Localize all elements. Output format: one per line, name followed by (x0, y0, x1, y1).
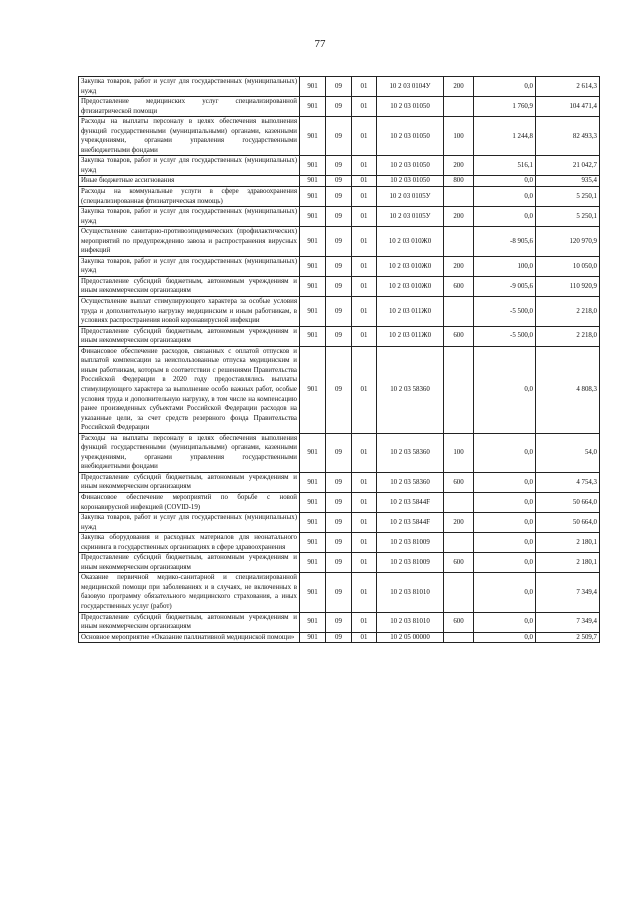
row-expense-type: 100 (444, 433, 474, 472)
row-section-code: 09 (326, 492, 352, 512)
row-subsection-code: 01 (352, 227, 377, 257)
row-section-code: 09 (326, 326, 352, 346)
row-subsection-code: 01 (352, 276, 377, 296)
row-description: Предоставление субсидий бюджетным, автономным учреждениям и иным некоммерческим организациям (79, 472, 300, 492)
row-change-amount: 0,0 (474, 77, 536, 97)
row-description: Закупка товаров, работ и услуг для государственных (муниципальных) нужд (79, 207, 300, 227)
row-target-article: 10 2 03 010Ж0 (377, 276, 444, 296)
row-description: Расходы на коммунальные услуги в сфере здравоохранения (специализированная фтизиатрическая помощь) (79, 187, 300, 207)
row-total-amount: 110 920,9 (536, 276, 600, 296)
row-section-code: 09 (326, 187, 352, 207)
row-subsection-code: 01 (352, 77, 377, 97)
row-expense-type: 800 (444, 176, 474, 187)
row-expense-type (444, 97, 474, 117)
row-expense-type: 200 (444, 77, 474, 97)
row-expense-type: 600 (444, 472, 474, 492)
row-change-amount: 0,0 (474, 492, 536, 512)
row-expense-type: 600 (444, 326, 474, 346)
row-change-amount: 0,0 (474, 187, 536, 207)
row-total-amount: 10 050,0 (536, 256, 600, 276)
row-change-amount: 100,0 (474, 256, 536, 276)
row-subsection-code: 01 (352, 632, 377, 643)
row-ministry-code: 901 (300, 553, 326, 573)
row-description: Закупка оборудования и расходных материалов для неонатального скрининга в государственных организациях в сфере здравоохранения (79, 533, 300, 553)
row-subsection-code: 01 (352, 176, 377, 187)
row-expense-type (444, 492, 474, 512)
row-subsection-code: 01 (352, 297, 377, 327)
row-description: Закупка товаров, работ и услуг для государственных (муниципальных) нужд (79, 156, 300, 176)
row-ministry-code: 901 (300, 276, 326, 296)
row-expense-type (444, 533, 474, 553)
row-section-code: 09 (326, 612, 352, 632)
row-total-amount: 21 042,7 (536, 156, 600, 176)
budget-table-body (79, 77, 600, 643)
row-target-article: 10 2 03 58360 (377, 346, 444, 433)
row-total-amount: 104 471,4 (536, 97, 600, 117)
row-change-amount: 0,0 (474, 553, 536, 573)
row-target-article: 10 2 03 81009 (377, 553, 444, 573)
row-subsection-code: 01 (352, 207, 377, 227)
table-row (79, 433, 600, 472)
table-row (79, 117, 600, 156)
row-description: Расходы на выплаты персоналу в целях обеспечения выполнения функций государственными (муниципальными) органами, казенными учреждениями, органами управления государственными внебюджетными фондами (79, 433, 300, 472)
row-section-code: 09 (326, 632, 352, 643)
row-subsection-code: 01 (352, 513, 377, 533)
row-subsection-code: 01 (352, 472, 377, 492)
row-description: Основное мероприятие «Оказание паллиативной медицинской помощи» (79, 632, 300, 643)
row-expense-type: 200 (444, 256, 474, 276)
row-total-amount: 2 509,7 (536, 632, 600, 643)
table-row (79, 513, 600, 533)
row-subsection-code: 01 (352, 612, 377, 632)
row-total-amount: 935,4 (536, 176, 600, 187)
row-target-article: 10 2 03 01050 (377, 97, 444, 117)
row-description: Предоставление субсидий бюджетным, автономным учреждениям и иным некоммерческим организациям (79, 326, 300, 346)
row-target-article: 10 2 03 011Ж0 (377, 326, 444, 346)
row-ministry-code: 901 (300, 632, 326, 643)
row-target-article: 10 2 03 0104У (377, 77, 444, 97)
row-change-amount: 0,0 (474, 533, 536, 553)
row-subsection-code: 01 (352, 573, 377, 612)
row-ministry-code: 901 (300, 97, 326, 117)
row-change-amount: 0,0 (474, 612, 536, 632)
table-row (79, 97, 600, 117)
table-row (79, 533, 600, 553)
row-ministry-code: 901 (300, 256, 326, 276)
table-row (79, 156, 600, 176)
row-target-article: 10 2 03 5844F (377, 513, 444, 533)
row-total-amount: 5 250,1 (536, 207, 600, 227)
row-ministry-code: 901 (300, 77, 326, 97)
row-description: Закупка товаров, работ и услуг для государственных (муниципальных) нужд (79, 77, 300, 97)
row-change-amount: 0,0 (474, 472, 536, 492)
table-row (79, 346, 600, 433)
row-total-amount: 7 349,4 (536, 573, 600, 612)
row-description: Иные бюджетные ассигнования (79, 176, 300, 187)
row-change-amount: -8 905,6 (474, 227, 536, 257)
row-total-amount: 2 218,0 (536, 297, 600, 327)
row-change-amount: -5 500,0 (474, 326, 536, 346)
row-ministry-code: 901 (300, 433, 326, 472)
row-change-amount: 0,0 (474, 513, 536, 533)
row-target-article: 10 2 03 81009 (377, 533, 444, 553)
row-description: Предоставление субсидий бюджетным, автономным учреждениям и иным некоммерческим организациям (79, 553, 300, 573)
row-ministry-code: 901 (300, 227, 326, 257)
row-subsection-code: 01 (352, 156, 377, 176)
row-target-article: 10 2 03 01050 (377, 176, 444, 187)
row-total-amount: 50 664,0 (536, 513, 600, 533)
row-section-code: 09 (326, 533, 352, 553)
table-row (79, 256, 600, 276)
row-subsection-code: 01 (352, 97, 377, 117)
row-target-article: 10 2 03 58360 (377, 433, 444, 472)
row-description: Предоставление субсидий бюджетным, автономным учреждениям и иным некоммерческим организациям (79, 276, 300, 296)
row-target-article: 10 2 03 010Ж0 (377, 256, 444, 276)
row-total-amount: 2 180,1 (536, 553, 600, 573)
row-target-article: 10 2 03 0105У (377, 207, 444, 227)
table-row (79, 632, 600, 643)
row-target-article: 10 2 03 01050 (377, 117, 444, 156)
row-section-code: 09 (326, 297, 352, 327)
row-section-code: 09 (326, 513, 352, 533)
row-section-code: 09 (326, 276, 352, 296)
row-subsection-code: 01 (352, 187, 377, 207)
row-target-article: 10 2 05 00000 (377, 632, 444, 643)
table-row (79, 472, 600, 492)
row-ministry-code: 901 (300, 492, 326, 512)
row-subsection-code: 01 (352, 346, 377, 433)
row-target-article: 10 2 03 81010 (377, 573, 444, 612)
row-expense-type (444, 632, 474, 643)
row-target-article: 10 2 03 0105У (377, 187, 444, 207)
table-row (79, 573, 600, 612)
table-row (79, 227, 600, 257)
row-section-code: 09 (326, 176, 352, 187)
row-ministry-code: 901 (300, 187, 326, 207)
row-ministry-code: 901 (300, 156, 326, 176)
row-section-code: 09 (326, 97, 352, 117)
row-section-code: 09 (326, 256, 352, 276)
row-description: Закупка товаров, работ и услуг для государственных (муниципальных) нужд (79, 256, 300, 276)
row-description: Предоставление медицинских услуг специализированной фтизиатрической помощи (79, 97, 300, 117)
row-total-amount: 5 250,1 (536, 187, 600, 207)
row-change-amount: 516,1 (474, 156, 536, 176)
row-description: Финансовое обеспечение мероприятий по борьбе с новой коронавирусной инфекцией (COVID-19) (79, 492, 300, 512)
row-ministry-code: 901 (300, 472, 326, 492)
row-subsection-code: 01 (352, 433, 377, 472)
row-section-code: 09 (326, 227, 352, 257)
row-expense-type (444, 573, 474, 612)
row-description: Оказание первичной медико-санитарной и специализированной медицинской помощи при заболеваниях и в случаях, не включенных в базовую программу обязательного медицинского страхования, а иных государственных услуг (работ) (79, 573, 300, 612)
table-row (79, 207, 600, 227)
row-section-code: 09 (326, 433, 352, 472)
row-ministry-code: 901 (300, 612, 326, 632)
row-ministry-code: 901 (300, 297, 326, 327)
row-expense-type: 600 (444, 276, 474, 296)
table-row (79, 276, 600, 296)
table-row (79, 612, 600, 632)
row-target-article: 10 2 03 58360 (377, 472, 444, 492)
row-ministry-code: 901 (300, 117, 326, 156)
row-section-code: 09 (326, 77, 352, 97)
row-expense-type (444, 187, 474, 207)
row-total-amount: 4 754,3 (536, 472, 600, 492)
row-expense-type: 600 (444, 612, 474, 632)
row-change-amount: 1 760,9 (474, 97, 536, 117)
row-change-amount: -5 500,0 (474, 297, 536, 327)
row-section-code: 09 (326, 573, 352, 612)
row-change-amount: 0,0 (474, 433, 536, 472)
table-row (79, 77, 600, 97)
row-ministry-code: 901 (300, 513, 326, 533)
row-description: Осуществление санитарно-противоэпидемических (профилактических) мероприятий по предупреждению завоза и распространения вирусных инфекций (79, 227, 300, 257)
row-expense-type: 600 (444, 553, 474, 573)
row-target-article: 10 2 03 81010 (377, 612, 444, 632)
row-description: Осуществление выплат стимулирующего характера за особые условия труда и дополнительную нагрузку медицинским и иным работникам, в условиях распространения новой коронавирусной инфекции (79, 297, 300, 327)
table-row (79, 176, 600, 187)
row-target-article: 10 2 03 011Ж0 (377, 297, 444, 327)
row-target-article: 10 2 03 5844F (377, 492, 444, 512)
row-total-amount: 2 614,3 (536, 77, 600, 97)
page-number: 77 (314, 38, 326, 50)
row-expense-type (444, 346, 474, 433)
row-section-code: 09 (326, 472, 352, 492)
row-target-article: 10 2 03 010Ж0 (377, 227, 444, 257)
row-expense-type (444, 227, 474, 257)
row-expense-type: 200 (444, 207, 474, 227)
row-expense-type: 200 (444, 513, 474, 533)
row-section-code: 09 (326, 553, 352, 573)
row-ministry-code: 901 (300, 573, 326, 612)
row-expense-type: 100 (444, 117, 474, 156)
row-subsection-code: 01 (352, 553, 377, 573)
row-ministry-code: 901 (300, 326, 326, 346)
row-change-amount: 0,0 (474, 632, 536, 643)
row-subsection-code: 01 (352, 256, 377, 276)
row-total-amount: 2 218,0 (536, 326, 600, 346)
row-expense-type (444, 297, 474, 327)
row-ministry-code: 901 (300, 176, 326, 187)
row-ministry-code: 901 (300, 533, 326, 553)
row-section-code: 09 (326, 346, 352, 433)
row-change-amount: 1 244,8 (474, 117, 536, 156)
row-change-amount: -9 005,6 (474, 276, 536, 296)
budget-table (78, 76, 600, 643)
row-subsection-code: 01 (352, 117, 377, 156)
row-description: Предоставление субсидий бюджетным, автономным учреждениям и иным некоммерческим организациям (79, 612, 300, 632)
row-total-amount: 50 664,0 (536, 492, 600, 512)
row-change-amount: 0,0 (474, 573, 536, 612)
row-section-code: 09 (326, 207, 352, 227)
row-description: Закупка товаров, работ и услуг для государственных (муниципальных) нужд (79, 513, 300, 533)
table-row (79, 492, 600, 512)
row-subsection-code: 01 (352, 533, 377, 553)
row-section-code: 09 (326, 156, 352, 176)
table-row (79, 187, 600, 207)
row-subsection-code: 01 (352, 492, 377, 512)
row-target-article: 10 2 03 01050 (377, 156, 444, 176)
row-total-amount: 82 493,3 (536, 117, 600, 156)
row-description: Расходы на выплаты персоналу в целях обеспечения выполнения функций государственными (муниципальными) органами, казенными учреждениями, органами управления государственными внебюджетными фондами (79, 117, 300, 156)
row-total-amount: 2 180,1 (536, 533, 600, 553)
row-total-amount: 120 970,9 (536, 227, 600, 257)
row-total-amount: 54,0 (536, 433, 600, 472)
row-subsection-code: 01 (352, 326, 377, 346)
row-section-code: 09 (326, 117, 352, 156)
row-expense-type: 200 (444, 156, 474, 176)
row-change-amount: 0,0 (474, 176, 536, 187)
row-total-amount: 7 349,4 (536, 612, 600, 632)
row-change-amount: 0,0 (474, 346, 536, 433)
row-ministry-code: 901 (300, 207, 326, 227)
table-row (79, 297, 600, 327)
row-total-amount: 4 808,3 (536, 346, 600, 433)
row-description: Финансовое обеспечение расходов, связанных с оплатой отпусков и выплатой компенсации за неиспользованные отпуска медицинским и иным работникам, которым в соответствии с решениями Правительства Российской Федерации в 2020 году предоставлялись выплаты стимулирующего характера за выполнение особо важных работ, особые условия труда и дополнительную нагрузку, в том числе на компенсацию ранее произведенных субъектами Российской Федерации расходов на указанные цели, за счет средств резервного фонда Правительства Российской Федерации (79, 346, 300, 433)
row-change-amount: 0,0 (474, 207, 536, 227)
table-row (79, 326, 600, 346)
table-row (79, 553, 600, 573)
row-ministry-code: 901 (300, 346, 326, 433)
